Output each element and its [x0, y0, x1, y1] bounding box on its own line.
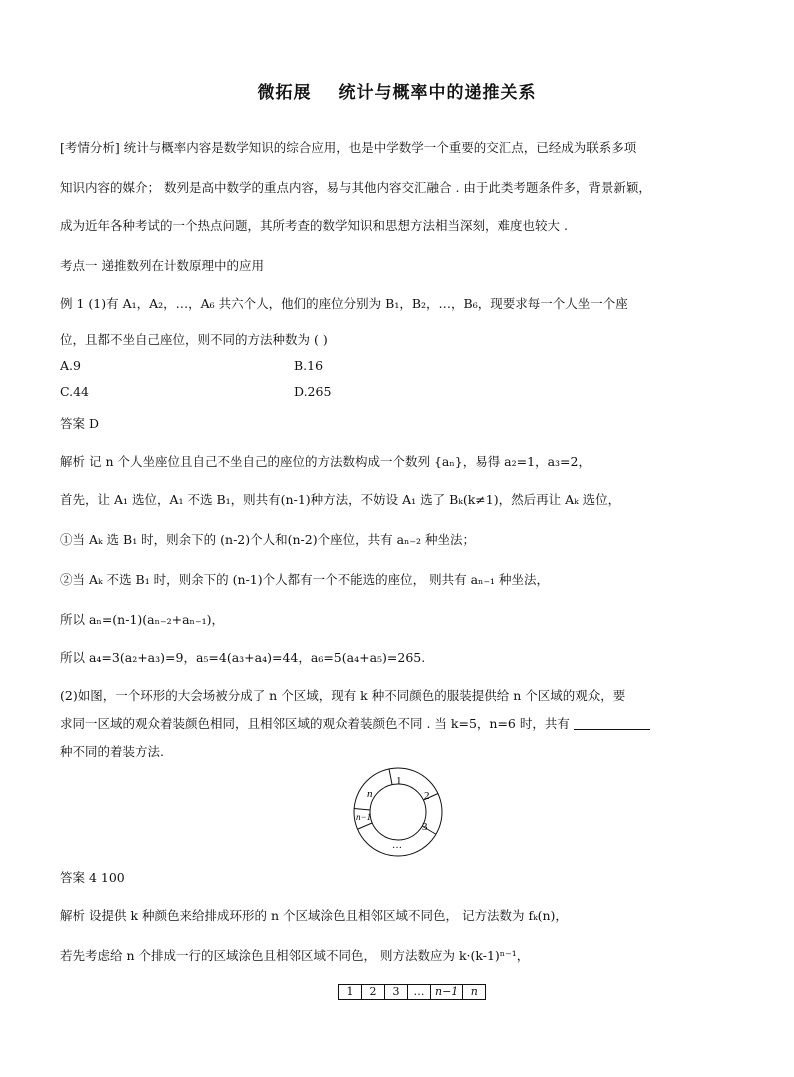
analysis1-line4: ②当 Aₖ 不选 B₁ 时，则余下的 (n-1)个人都有一个不能选的座位， 则共有 aₙ₋₁ 种坐法，	[60, 572, 550, 587]
region-strip	[338, 984, 486, 1000]
option-b: B.16	[294, 358, 324, 373]
title-part1: 微拓展	[257, 83, 312, 103]
ring-label-1: 1	[396, 775, 402, 787]
analysis1-line3: ①当 Aₖ 选 B₁ 时，则余下的 (n-2)个人和(n-2)个座位，共有 aₙ₋₂ 种坐法；	[60, 532, 476, 547]
strip-cell-2: 2	[362, 985, 385, 999]
ring-label-3: 3	[422, 821, 428, 833]
intro-line-2: 知识内容的媒介； 数列是高中数学的重点内容，易与其他内容交汇融合 . 由于此类考题条件多，背景新颖，	[60, 180, 651, 195]
analysis2-line1: 解析 设提供 k 种颜色来给排成环形的 n 个区域涂色且相邻区域不同色， 记方法数为 fₖ(n)，	[60, 908, 568, 923]
part2-line3: 种不同的着装方法.	[60, 744, 164, 759]
ring-label-n-minus-1: n−1	[356, 812, 372, 822]
example1-line1: 例 1 (1)有 A₁，A₂，…，A₆ 共六个人，他们的座位分别为 B₁，B₂，…，B₆，现要求每一个人坐一个座	[60, 296, 628, 311]
analysis1-line6: 所以 a₄=3(a₂+a₃)=9，a₅=4(a₃+a₄)=44，a₆=5(a₄+a₅)=265.	[60, 650, 426, 665]
section-heading: 考点一 递推数列在计数原理中的应用	[60, 258, 264, 273]
option-a: A.9	[60, 358, 81, 373]
strip-cell-n-minus-1: n−1	[431, 985, 463, 999]
strip-cell-1: 1	[339, 985, 362, 999]
strip-cell-n: n	[470, 985, 478, 998]
answer-blank	[574, 717, 650, 730]
option-c: C.44	[60, 384, 89, 399]
strip-cell-3: 3	[385, 985, 408, 999]
part2-line1: (2)如图，一个环形的大会场被分成了 n 个区域，现有 k 种不同颜色的服装提供给 n 个区域的观众，要	[60, 688, 626, 703]
page-title	[0, 78, 794, 103]
analysis2-line2: 若先考虑给 n 个排成一行的区域涂色且相邻区域不同色， 则方法数应为 k·(k-1)ⁿ⁻¹，	[60, 948, 530, 963]
answer1: 答案 D	[60, 416, 99, 431]
strip-cell-dots: …	[408, 985, 431, 999]
option-d: D.265	[294, 384, 332, 399]
example1-line2: 位，且都不坐自己座位，则不同的方法种数为 ( )	[60, 332, 328, 347]
answer2: 答案 4 100	[60, 870, 125, 885]
ring-label-n: n	[367, 788, 373, 800]
analysis1-line1: 解析 记 n 个人坐座位且自己不坐自己的座位的方法数构成一个数列 {aₙ}，易得 a₂=1，a₃=2，	[60, 454, 591, 469]
analysis1-line5: 所以 aₙ=(n-1)(aₙ₋₂+aₙ₋₁)，	[60, 612, 224, 627]
analysis1-line2: 首先，让 A₁ 选位，A₁ 不选 B₁，则共有(n-1)种方法，不妨设 A₁ 选了 Bₖ(k≠1)，然后再让 Aₖ 选位，	[60, 492, 621, 507]
ring-label-dots: …	[392, 840, 402, 851]
part2-line2: 求同一区域的观众着装颜色相同，且相邻区域的观众着装颜色不同 . 当 k=5，n=6 时，共有	[60, 716, 570, 731]
part2-line2-wrap	[60, 716, 650, 732]
ring-label-2: 2	[424, 790, 430, 802]
title-part2: 统计与概率中的递推关系	[338, 83, 537, 103]
ring-diagram	[352, 766, 444, 858]
intro-line-1: [考情分析] 统计与概率内容是数学知识的综合应用，也是中学数学一个重要的交汇点，已经成为联系多项	[60, 140, 637, 155]
intro-line-3: 成为近年各种考试的一个热点问题，其所考查的数学知识和思想方法相当深刻，难度也较大 .	[60, 218, 568, 233]
